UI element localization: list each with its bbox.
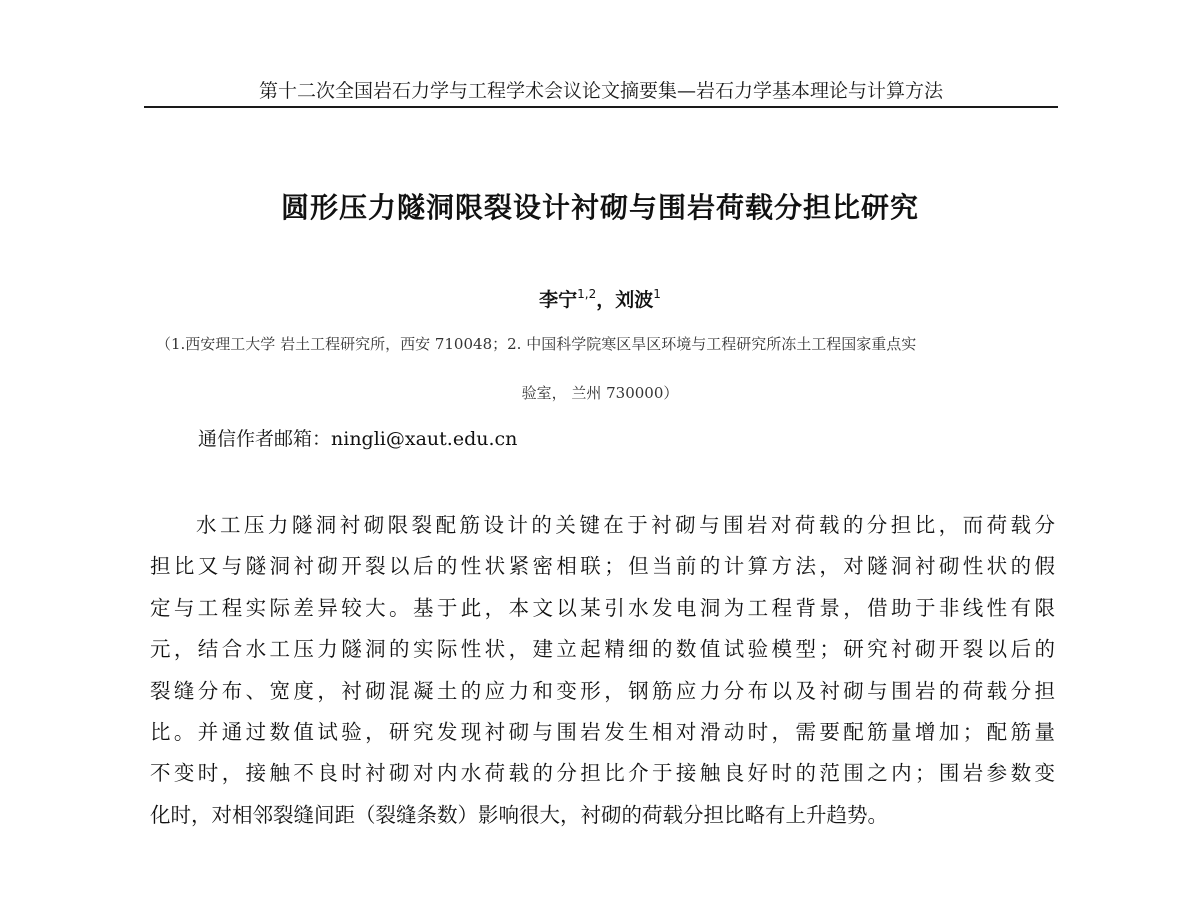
abstract-body bbox=[150, 505, 1055, 836]
abstract-line: 化时，对相邻裂缝间距（裂缝条数）影响很大，衬砌的荷载分担比略有上升趋势。 bbox=[150, 802, 888, 827]
author-line bbox=[0, 285, 1200, 312]
running-header: 第十二次全国岩石力学与工程学术会议论文摘要集—岩石力学基本理论与计算方法 bbox=[258, 80, 943, 102]
affiliation-line-1: （1.西安理工大学 岩土工程研究所，西安 710048；2. 中国科学院寒区旱区环境与工程研究所冻土工程国家重点实 bbox=[156, 335, 917, 353]
author-affiliation-mark: 1,2 bbox=[577, 287, 597, 301]
affiliation-line-2: 验室， 兰州 730000） bbox=[521, 384, 679, 402]
abstract-line: 不变时，接触不良时衬砌对内水荷载的分担比介于接触良好时的范围之内；围岩参数变 bbox=[150, 761, 1055, 786]
abstract-line: 担比又与隧洞衬砌开裂以后的性状紧密相联；但当前的计算方法，对隧洞衬砌性状的假 bbox=[150, 554, 1055, 579]
author-affiliation-mark: 1 bbox=[653, 287, 661, 301]
header-rule bbox=[144, 106, 1058, 108]
abstract-line: 水工压力隧洞衬砌限裂配筋设计的关键在于衬砌与围岩对荷载的分担比，而荷载分 bbox=[196, 513, 1055, 537]
corresponding-email: 通信作者邮箱：ningli@xaut.edu.cn bbox=[198, 428, 518, 450]
author-name: 刘波 bbox=[615, 289, 654, 311]
author-name: 李宁 bbox=[539, 289, 578, 311]
abstract-line: 定与工程实际差异较大。基于此，本文以某引水发电洞为工程背景，借助于非线性有限 bbox=[150, 595, 1055, 620]
abstract-line: 元，结合水工压力隧洞的实际性状，建立起精细的数值试验模型；研究衬砌开裂以后的 bbox=[150, 637, 1055, 662]
paper-title: 圆形压力隧洞限裂设计衬砌与围岩荷载分担比研究 bbox=[280, 191, 919, 224]
abstract-line: 比。并通过数值试验，研究发现衬砌与围岩发生相对滑动时，需要配筋量增加；配筋量 bbox=[150, 720, 1055, 745]
abstract-line: 裂缝分布、宽度，衬砌混凝土的应力和变形，钢筋应力分布以及衬砌与围岩的荷载分担 bbox=[150, 678, 1055, 703]
author-separator: ， bbox=[596, 289, 616, 311]
